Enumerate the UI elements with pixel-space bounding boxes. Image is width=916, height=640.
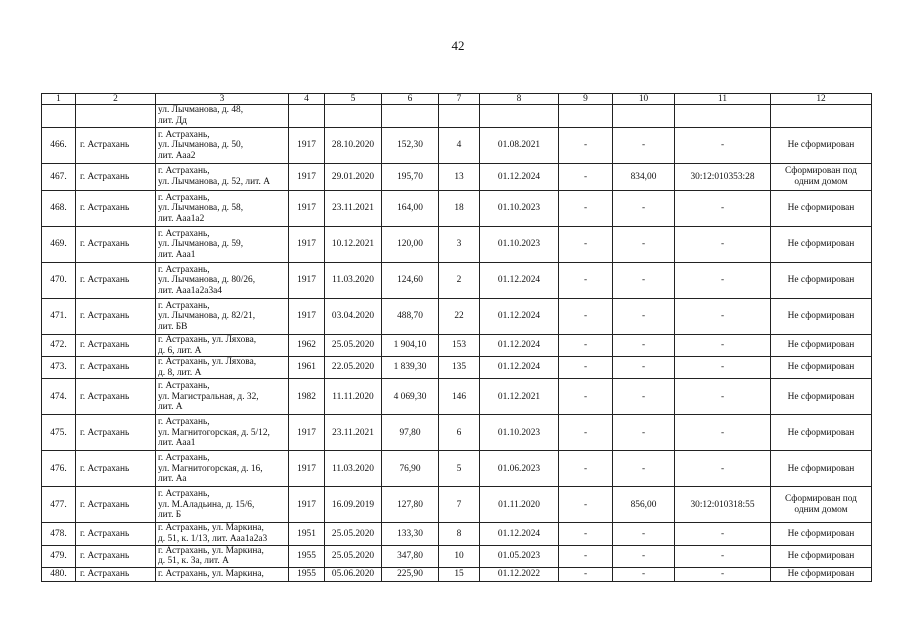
- city-cell: г. Астрахань: [76, 357, 156, 379]
- address-line: ул. Лычманова, д. 58,: [158, 203, 244, 214]
- column-header-3: 3: [156, 94, 289, 105]
- resettlement-date-cell: 01.10.2023: [480, 415, 559, 451]
- table-row: [42, 164, 872, 191]
- column-header-7: 7: [439, 94, 480, 105]
- build-year-cell: 1917: [289, 299, 325, 335]
- land-status-line: Не сформирован: [787, 528, 855, 539]
- column-9-cell: -: [559, 335, 613, 357]
- resident-count-cell: 3: [439, 227, 480, 263]
- table-row: [42, 128, 872, 164]
- address-line: д. 6, лит. А: [158, 345, 202, 356]
- city-cell: г. Астрахань: [76, 164, 156, 191]
- column-9-cell: -: [559, 164, 613, 191]
- address-cell: [156, 523, 289, 545]
- build-year-cell: 1951: [289, 523, 325, 545]
- land-area-cell: -: [613, 379, 675, 415]
- cadastral-number-cell: -: [675, 567, 771, 581]
- resident-count-cell: 7: [439, 487, 480, 523]
- address-line: г. Астрахань, ул. Ляхова,: [158, 335, 257, 345]
- build-year-cell: 1917: [289, 227, 325, 263]
- column-header-11: 11: [675, 94, 771, 105]
- address-line: г. Астрахань,: [158, 129, 210, 140]
- column-header-6: 6: [382, 94, 439, 105]
- survey-date-cell: 11.03.2020: [325, 263, 382, 299]
- address-line: г. Астрахань, ул. Маркина,: [158, 568, 264, 579]
- area-cell: 4 069,30: [382, 379, 439, 415]
- survey-date-cell: [325, 105, 382, 128]
- row-number-cell: 469.: [42, 227, 76, 263]
- row-number-cell: 478.: [42, 523, 76, 545]
- resettlement-date-cell: 01.12.2024: [480, 523, 559, 545]
- row-number-cell: 480.: [42, 567, 76, 581]
- resettlement-date-cell: 01.12.2021: [480, 379, 559, 415]
- address-cell: [156, 191, 289, 227]
- column-9-cell: -: [559, 545, 613, 567]
- area-cell: 127,80: [382, 487, 439, 523]
- address-line: г. Астрахань,: [158, 416, 210, 427]
- address-line: ул. Лычманова, д. 59,: [158, 239, 244, 250]
- survey-date-cell: 10.12.2021: [325, 227, 382, 263]
- city-cell: г. Астрахань: [76, 523, 156, 545]
- land-area-cell: -: [613, 227, 675, 263]
- resettlement-date-cell: [480, 105, 559, 128]
- resident-count-cell: 13: [439, 164, 480, 191]
- land-status-line: Не сформирован: [787, 463, 855, 474]
- cadastral-number-cell: [675, 105, 771, 128]
- address-line: лит. Ааа1а2а3а4: [158, 285, 222, 296]
- resident-count-cell: [439, 105, 480, 128]
- build-year-cell: 1955: [289, 567, 325, 581]
- table-row: [42, 299, 872, 335]
- table-row: [42, 105, 872, 128]
- resident-count-cell: 135: [439, 357, 480, 379]
- resettlement-date-cell: 01.10.2023: [480, 191, 559, 227]
- land-status-cell: [771, 164, 872, 191]
- row-number-cell: 473.: [42, 357, 76, 379]
- land-status-line: Сформирован под: [785, 166, 857, 177]
- address-line: г. Астрахань,: [158, 166, 210, 177]
- address-line: ул. Лычманова, д. 52, лит. А: [158, 177, 270, 187]
- address-line: лит. Ааа1: [158, 438, 196, 449]
- address-line: ул. Лычманова, д. 48,: [158, 105, 244, 116]
- address-cell: [156, 164, 289, 191]
- column-9-cell: -: [559, 191, 613, 227]
- cadastral-number-cell: -: [675, 451, 771, 487]
- cadastral-number-cell: -: [675, 335, 771, 357]
- table-row: [42, 415, 872, 451]
- resident-count-cell: 6: [439, 415, 480, 451]
- column-9-cell: -: [559, 227, 613, 263]
- city-cell: г. Астрахань: [76, 191, 156, 227]
- table-row: [42, 335, 872, 357]
- row-number-cell: [42, 105, 76, 128]
- column-9-cell: -: [559, 128, 613, 164]
- land-status-cell: [771, 335, 872, 357]
- area-cell: 1 904,10: [382, 335, 439, 357]
- address-line: г. Астрахань,: [158, 264, 210, 275]
- cadastral-number-cell: -: [675, 415, 771, 451]
- survey-date-cell: 11.11.2020: [325, 379, 382, 415]
- land-status-cell: [771, 567, 872, 581]
- area-cell: 1 839,30: [382, 357, 439, 379]
- address-line: лит. Ааа1а2: [158, 213, 205, 224]
- resident-count-cell: 22: [439, 299, 480, 335]
- address-cell: [156, 128, 289, 164]
- column-header-2: 2: [76, 94, 156, 105]
- city-cell: г. Астрахань: [76, 415, 156, 451]
- land-status-line: Не сформирован: [787, 550, 855, 561]
- cadastral-number-cell: -: [675, 545, 771, 567]
- row-number-cell: 477.: [42, 487, 76, 523]
- column-9-cell: -: [559, 451, 613, 487]
- address-cell: [156, 263, 289, 299]
- resident-count-cell: 4: [439, 128, 480, 164]
- build-year-cell: 1917: [289, 263, 325, 299]
- land-status-cell: [771, 415, 872, 451]
- land-area-cell: -: [613, 415, 675, 451]
- land-status-cell: [771, 545, 872, 567]
- address-cell: [156, 567, 289, 581]
- resettlement-date-cell: 01.06.2023: [480, 451, 559, 487]
- address-line: лит. А: [158, 402, 183, 413]
- survey-date-cell: 22.05.2020: [325, 357, 382, 379]
- area-cell: 195,70: [382, 164, 439, 191]
- resettlement-date-cell: 01.12.2024: [480, 299, 559, 335]
- survey-date-cell: 23.11.2021: [325, 191, 382, 227]
- table-row: [42, 227, 872, 263]
- city-cell: г. Астрахань: [76, 335, 156, 357]
- area-cell: 76,90: [382, 451, 439, 487]
- city-cell: г. Астрахань: [76, 128, 156, 164]
- column-9-cell: -: [559, 379, 613, 415]
- table-row: [42, 523, 872, 545]
- address-line: ул. М.Аладьина, д. 15/6,: [158, 499, 255, 510]
- row-number-cell: 476.: [42, 451, 76, 487]
- land-area-cell: -: [613, 451, 675, 487]
- address-line: д. 51, к. 3а, лит. А: [158, 556, 229, 567]
- address-line: лит. Аа: [158, 474, 187, 485]
- survey-date-cell: 28.10.2020: [325, 128, 382, 164]
- address-line: г. Астрахань,: [158, 192, 210, 203]
- area-cell: 164,00: [382, 191, 439, 227]
- row-number-cell: 470.: [42, 263, 76, 299]
- land-status-line: Сформирован под: [785, 494, 857, 505]
- column-header-1: 1: [42, 94, 76, 105]
- table-row: [42, 567, 872, 581]
- column-9-cell: -: [559, 263, 613, 299]
- land-area-cell: -: [613, 567, 675, 581]
- cadastral-number-cell: -: [675, 263, 771, 299]
- area-cell: [382, 105, 439, 128]
- land-area-cell: -: [613, 299, 675, 335]
- land-area-cell: -: [613, 545, 675, 567]
- build-year-cell: 1917: [289, 487, 325, 523]
- cadastral-number-cell: -: [675, 299, 771, 335]
- city-cell: г. Астрахань: [76, 379, 156, 415]
- area-cell: 488,70: [382, 299, 439, 335]
- address-line: г. Астрахань,: [158, 380, 210, 391]
- cadastral-number-cell: -: [675, 379, 771, 415]
- resettlement-date-cell: 01.08.2021: [480, 128, 559, 164]
- cadastral-number-cell: -: [675, 523, 771, 545]
- land-area-cell: -: [613, 263, 675, 299]
- cadastral-number-cell: 30:12:010318:55: [675, 487, 771, 523]
- row-number-cell: 471.: [42, 299, 76, 335]
- build-year-cell: 1917: [289, 451, 325, 487]
- area-cell: 225,90: [382, 567, 439, 581]
- column-header-8: 8: [480, 94, 559, 105]
- address-line: лит. Ааа2: [158, 150, 196, 161]
- row-number-cell: 467.: [42, 164, 76, 191]
- column-header-9: 9: [559, 94, 613, 105]
- area-cell: 97,80: [382, 415, 439, 451]
- land-status-cell: [771, 299, 872, 335]
- row-number-cell: 479.: [42, 545, 76, 567]
- land-status-cell: [771, 128, 872, 164]
- resettlement-date-cell: 01.12.2024: [480, 335, 559, 357]
- land-status-line: Не сформирован: [787, 203, 855, 214]
- table-row: [42, 545, 872, 567]
- land-status-line: одним домом: [794, 504, 848, 515]
- build-year-cell: 1917: [289, 164, 325, 191]
- land-status-line: Не сформирован: [787, 340, 855, 351]
- row-number-cell: 472.: [42, 335, 76, 357]
- address-line: ул. Лычманова, д. 80/26,: [158, 275, 256, 286]
- survey-date-cell: 03.04.2020: [325, 299, 382, 335]
- table-row: [42, 379, 872, 415]
- address-line: г. Астрахань,: [158, 228, 210, 239]
- address-cell: [156, 451, 289, 487]
- address-line: г. Астрахань,: [158, 300, 210, 311]
- city-cell: [76, 105, 156, 128]
- land-area-cell: 834,00: [613, 164, 675, 191]
- survey-date-cell: 23.11.2021: [325, 415, 382, 451]
- address-line: г. Астрахань, ул. Маркина,: [158, 545, 264, 556]
- land-status-cell: [771, 105, 872, 128]
- area-cell: 133,30: [382, 523, 439, 545]
- survey-date-cell: 25.05.2020: [325, 523, 382, 545]
- land-status-cell: [771, 379, 872, 415]
- row-number-cell: 475.: [42, 415, 76, 451]
- row-number-cell: 474.: [42, 379, 76, 415]
- table-row: [42, 357, 872, 379]
- city-cell: г. Астрахань: [76, 227, 156, 263]
- land-area-cell: -: [613, 357, 675, 379]
- land-status-line: Не сформирован: [787, 427, 855, 438]
- column-header-10: 10: [613, 94, 675, 105]
- survey-date-cell: 25.05.2020: [325, 545, 382, 567]
- resident-count-cell: 153: [439, 335, 480, 357]
- build-year-cell: 1982: [289, 379, 325, 415]
- city-cell: г. Астрахань: [76, 545, 156, 567]
- land-status-line: Не сформирован: [787, 140, 855, 151]
- resettlement-date-cell: 01.12.2024: [480, 164, 559, 191]
- housing-registry-table: [41, 93, 872, 582]
- area-cell: 152,30: [382, 128, 439, 164]
- area-cell: 124,60: [382, 263, 439, 299]
- address-cell: [156, 105, 289, 128]
- table-row: [42, 191, 872, 227]
- land-area-cell: [613, 105, 675, 128]
- land-status-line: Не сформирован: [787, 362, 855, 373]
- city-cell: г. Астрахань: [76, 567, 156, 581]
- column-9-cell: -: [559, 523, 613, 545]
- land-status-cell: [771, 487, 872, 523]
- survey-date-cell: 11.03.2020: [325, 451, 382, 487]
- address-line: г. Астрахань,: [158, 452, 210, 463]
- cadastral-number-cell: -: [675, 357, 771, 379]
- resident-count-cell: 15: [439, 567, 480, 581]
- address-cell: [156, 227, 289, 263]
- land-status-line: Не сформирован: [787, 568, 855, 579]
- build-year-cell: [289, 105, 325, 128]
- survey-date-cell: 29.01.2020: [325, 164, 382, 191]
- resident-count-cell: 146: [439, 379, 480, 415]
- address-cell: [156, 357, 289, 379]
- column-9-cell: -: [559, 415, 613, 451]
- address-line: ул. Магистральная, д. 32,: [158, 391, 259, 402]
- table-row: [42, 263, 872, 299]
- address-cell: [156, 299, 289, 335]
- land-status-line: Не сформирован: [787, 239, 855, 250]
- column-header-5: 5: [325, 94, 382, 105]
- land-status-line: Не сформирован: [787, 311, 855, 322]
- land-status-cell: [771, 227, 872, 263]
- land-status-cell: [771, 451, 872, 487]
- cadastral-number-cell: -: [675, 128, 771, 164]
- address-line: лит. Б: [158, 510, 182, 521]
- build-year-cell: 1917: [289, 128, 325, 164]
- page-number: 42: [451, 38, 465, 53]
- city-cell: г. Астрахань: [76, 299, 156, 335]
- cadastral-number-cell: 30:12:010353:28: [675, 164, 771, 191]
- address-line: ул. Магнитогорская, д. 16,: [158, 463, 263, 474]
- table-row: [42, 487, 872, 523]
- survey-date-cell: 05.06.2020: [325, 567, 382, 581]
- resettlement-date-cell: 01.12.2024: [480, 357, 559, 379]
- build-year-cell: 1955: [289, 545, 325, 567]
- address-line: д. 51, к. 1/13, лит. Ааа1а2а3: [158, 533, 268, 544]
- resident-count-cell: 2: [439, 263, 480, 299]
- column-9-cell: [559, 105, 613, 128]
- survey-date-cell: 25.05.2020: [325, 335, 382, 357]
- land-area-cell: -: [613, 128, 675, 164]
- address-cell: [156, 379, 289, 415]
- land-area-cell: -: [613, 335, 675, 357]
- city-cell: г. Астрахань: [76, 451, 156, 487]
- column-9-cell: -: [559, 567, 613, 581]
- build-year-cell: 1962: [289, 335, 325, 357]
- address-cell: [156, 415, 289, 451]
- survey-date-cell: 16.09.2019: [325, 487, 382, 523]
- cadastral-number-cell: -: [675, 227, 771, 263]
- land-status-cell: [771, 191, 872, 227]
- area-cell: 120,00: [382, 227, 439, 263]
- address-line: ул. Лычманова, д. 82/21,: [158, 311, 256, 322]
- build-year-cell: 1961: [289, 357, 325, 379]
- address-line: ул. Лычманова, д. 50,: [158, 140, 244, 151]
- address-line: д. 8, лит. А: [158, 367, 202, 378]
- resident-count-cell: 5: [439, 451, 480, 487]
- address-line: лит. Ааа1: [158, 249, 196, 260]
- table-row: [42, 451, 872, 487]
- resident-count-cell: 10: [439, 545, 480, 567]
- address-line: г. Астрахань,: [158, 488, 210, 499]
- table-body: [42, 105, 872, 582]
- land-status-line: одним домом: [794, 177, 848, 187]
- resettlement-date-cell: 01.11.2020: [480, 487, 559, 523]
- resettlement-date-cell: 01.12.2022: [480, 567, 559, 581]
- resident-count-cell: 8: [439, 523, 480, 545]
- address-line: г. Астрахань, ул. Ляхова,: [158, 357, 257, 368]
- address-line: ул. Магнитогорская, д. 5/12,: [158, 427, 270, 438]
- build-year-cell: 1917: [289, 191, 325, 227]
- address-line: лит. БВ: [158, 321, 188, 332]
- row-number-cell: 468.: [42, 191, 76, 227]
- address-line: г. Астрахань, ул. Маркина,: [158, 523, 264, 534]
- land-status-line: Не сформирован: [787, 391, 855, 402]
- column-header-12: 12: [771, 94, 872, 105]
- land-status-line: Не сформирован: [787, 275, 855, 286]
- land-status-cell: [771, 523, 872, 545]
- area-cell: 347,80: [382, 545, 439, 567]
- city-cell: г. Астрахань: [76, 263, 156, 299]
- city-cell: г. Астрахань: [76, 487, 156, 523]
- address-cell: [156, 545, 289, 567]
- resident-count-cell: 18: [439, 191, 480, 227]
- column-9-cell: -: [559, 299, 613, 335]
- land-area-cell: 856,00: [613, 487, 675, 523]
- column-number-row: [42, 94, 872, 105]
- resettlement-date-cell: 01.10.2023: [480, 227, 559, 263]
- resettlement-date-cell: 01.05.2023: [480, 545, 559, 567]
- column-9-cell: -: [559, 487, 613, 523]
- address-line: лит. Дд: [158, 116, 187, 126]
- land-status-cell: [771, 263, 872, 299]
- build-year-cell: 1917: [289, 415, 325, 451]
- cadastral-number-cell: -: [675, 191, 771, 227]
- address-cell: [156, 487, 289, 523]
- row-number-cell: 466.: [42, 128, 76, 164]
- land-area-cell: -: [613, 523, 675, 545]
- resettlement-date-cell: 01.12.2024: [480, 263, 559, 299]
- land-status-cell: [771, 357, 872, 379]
- column-9-cell: -: [559, 357, 613, 379]
- address-cell: [156, 335, 289, 357]
- column-header-4: 4: [289, 94, 325, 105]
- land-area-cell: -: [613, 191, 675, 227]
